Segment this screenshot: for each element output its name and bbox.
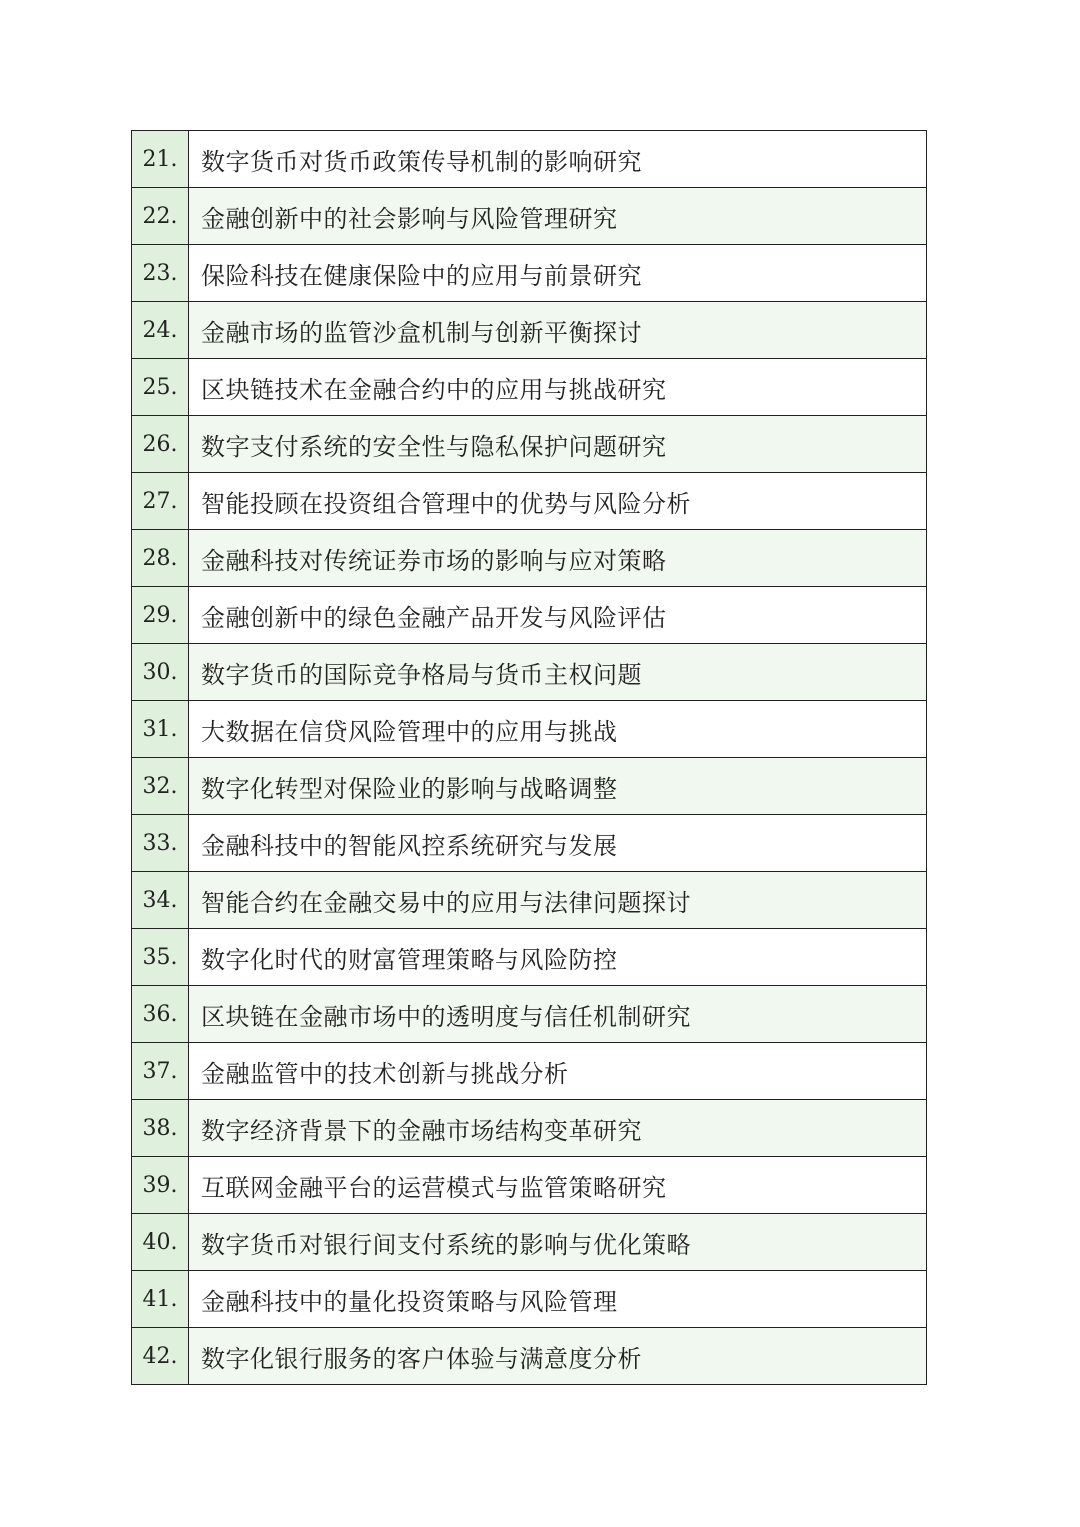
table-row bbox=[132, 1271, 927, 1328]
topic-number: 39. bbox=[132, 1157, 189, 1214]
table-row bbox=[132, 188, 927, 245]
table-row bbox=[132, 302, 927, 359]
topic-number: 24. bbox=[132, 302, 189, 359]
table-row bbox=[132, 758, 927, 815]
table-row bbox=[132, 359, 927, 416]
topic-title: 智能投顾在投资组合管理中的优势与风险分析 bbox=[189, 473, 927, 530]
topic-number: 38. bbox=[132, 1100, 189, 1157]
topic-number: 33. bbox=[132, 815, 189, 872]
table-row bbox=[132, 587, 927, 644]
topic-title: 数字货币对银行间支付系统的影响与优化策略 bbox=[189, 1214, 927, 1271]
topic-title: 数字货币的国际竞争格局与货币主权问题 bbox=[189, 644, 927, 701]
topic-title: 区块链技术在金融合约中的应用与挑战研究 bbox=[189, 359, 927, 416]
table-row bbox=[132, 416, 927, 473]
topic-number: 28. bbox=[132, 530, 189, 587]
topic-title: 金融科技对传统证券市场的影响与应对策略 bbox=[189, 530, 927, 587]
topic-number: 36. bbox=[132, 986, 189, 1043]
topic-number: 22. bbox=[132, 188, 189, 245]
table-row bbox=[132, 815, 927, 872]
topic-number: 40. bbox=[132, 1214, 189, 1271]
topic-number: 32. bbox=[132, 758, 189, 815]
table-row bbox=[132, 1043, 927, 1100]
topic-title: 大数据在信贷风险管理中的应用与挑战 bbox=[189, 701, 927, 758]
topic-number: 31. bbox=[132, 701, 189, 758]
topic-number: 35. bbox=[132, 929, 189, 986]
topic-title: 数字支付系统的安全性与隐私保护问题研究 bbox=[189, 416, 927, 473]
topic-number: 26. bbox=[132, 416, 189, 473]
topic-title: 金融科技中的智能风控系统研究与发展 bbox=[189, 815, 927, 872]
table-row bbox=[132, 1100, 927, 1157]
table-row bbox=[132, 701, 927, 758]
topic-title: 金融创新中的社会影响与风险管理研究 bbox=[189, 188, 927, 245]
topic-table bbox=[131, 130, 927, 1385]
topic-number: 34. bbox=[132, 872, 189, 929]
topic-number: 30. bbox=[132, 644, 189, 701]
topic-title: 智能合约在金融交易中的应用与法律问题探讨 bbox=[189, 872, 927, 929]
table-row bbox=[132, 245, 927, 302]
table-row bbox=[132, 872, 927, 929]
topic-number: 25. bbox=[132, 359, 189, 416]
topic-title: 金融科技中的量化投资策略与风险管理 bbox=[189, 1271, 927, 1328]
topic-title: 数字经济背景下的金融市场结构变革研究 bbox=[189, 1100, 927, 1157]
table-row bbox=[132, 644, 927, 701]
topic-number: 37. bbox=[132, 1043, 189, 1100]
table-row bbox=[132, 1328, 927, 1385]
topic-number: 27. bbox=[132, 473, 189, 530]
topic-number: 29. bbox=[132, 587, 189, 644]
topic-title: 区块链在金融市场中的透明度与信任机制研究 bbox=[189, 986, 927, 1043]
topic-number: 21. bbox=[132, 131, 189, 188]
topic-title: 数字化银行服务的客户体验与满意度分析 bbox=[189, 1328, 927, 1385]
table-row bbox=[132, 1157, 927, 1214]
topic-title: 数字化时代的财富管理策略与风险防控 bbox=[189, 929, 927, 986]
table-row bbox=[132, 1214, 927, 1271]
table-row bbox=[132, 473, 927, 530]
topic-title: 金融市场的监管沙盒机制与创新平衡探讨 bbox=[189, 302, 927, 359]
topic-title: 保险科技在健康保险中的应用与前景研究 bbox=[189, 245, 927, 302]
topic-table-body bbox=[132, 131, 927, 1385]
topic-title: 互联网金融平台的运营模式与监管策略研究 bbox=[189, 1157, 927, 1214]
topic-title: 数字化转型对保险业的影响与战略调整 bbox=[189, 758, 927, 815]
topic-title: 金融创新中的绿色金融产品开发与风险评估 bbox=[189, 587, 927, 644]
table-row bbox=[132, 929, 927, 986]
table-row bbox=[132, 131, 927, 188]
topic-number: 41. bbox=[132, 1271, 189, 1328]
topic-number: 23. bbox=[132, 245, 189, 302]
topic-title: 金融监管中的技术创新与挑战分析 bbox=[189, 1043, 927, 1100]
topic-number: 42. bbox=[132, 1328, 189, 1385]
topic-title: 数字货币对货币政策传导机制的影响研究 bbox=[189, 131, 927, 188]
table-row bbox=[132, 530, 927, 587]
table-row bbox=[132, 986, 927, 1043]
